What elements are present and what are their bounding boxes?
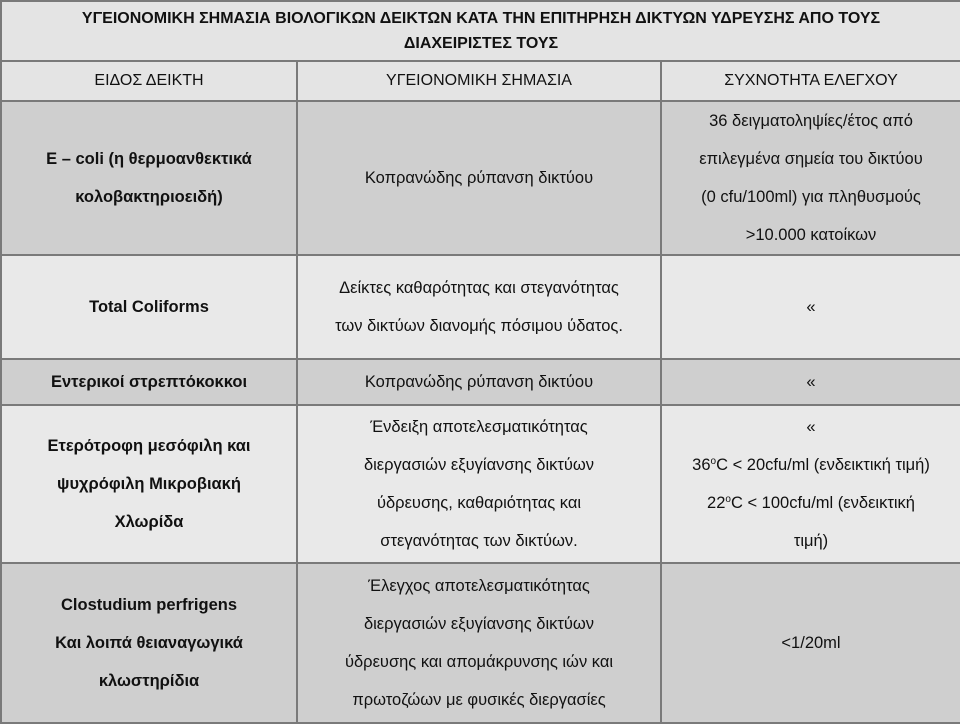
cell-line: Κοπρανώδης ρύπανση δικτύου xyxy=(364,373,594,391)
cell-line: πρωτοζώων με φυσικές διεργασίες xyxy=(352,691,606,709)
significance-cell xyxy=(297,101,661,255)
table-row xyxy=(1,563,960,723)
table-row xyxy=(1,359,960,405)
header-indicator-type: ΕΙΔΟΣ ΔΕΙΚΤΗ xyxy=(1,61,297,101)
frequency-cell xyxy=(661,101,960,255)
cell-line: Δείκτες καθαρότητας και στεγανότητας xyxy=(339,279,619,297)
cell-line: >10.000 κατοίκων xyxy=(745,226,877,244)
frequency-cell xyxy=(661,563,960,723)
header-health-significance: ΥΓΕΙΟΝΟΜΙΚΗ ΣΗΜΑΣΙΑ xyxy=(297,61,661,101)
cell-line: διεργασιών εξυγίανσης δικτύων xyxy=(363,615,595,633)
cell-line: Clostudium perfrigens xyxy=(60,596,237,614)
header-check-frequency: ΣΥΧΝΟΤΗΤΑ ΕΛΕΓΧΟΥ xyxy=(661,61,960,101)
title-line-1: ΥΓΕΙΟΝΟΜΙΚΗ ΣΗΜΑΣΙΑ ΒΙΟΛΟΓΙΚΩΝ ΔΕΙΚΤΩΝ ΚΑΤΑ ΤΗΝ ΕΠΙΤΗΡΗΣΗ ΔΙΚΤΥΩΝ ΥΔΡΕΥΣΗΣ ΑΠΟ ΤΟΥΣ xyxy=(81,10,881,27)
degree-mark: o xyxy=(725,494,731,505)
temp-value: 36 xyxy=(692,456,711,474)
cell-line: Ένδειξη αποτελεσματικότητας xyxy=(370,418,588,436)
cell-line: E – coli (η θερμοανθεκτικά xyxy=(46,150,252,168)
cell-line: των δικτύων διανομής πόσιμου ύδατος. xyxy=(335,317,623,335)
significance-cell xyxy=(297,563,661,723)
cell-line: ψυχρόφιλη Μικροβιακή xyxy=(57,475,241,493)
cell-line xyxy=(668,484,954,522)
cell-line: Total Coliforms xyxy=(89,298,209,316)
table-title xyxy=(1,1,960,61)
indicator-cell xyxy=(1,359,297,405)
temp-text: C < 100cfu/ml (ενδεικτική xyxy=(730,494,915,512)
temp-text: C < 20cfu/ml (ενδεικτική τιμή) xyxy=(716,456,930,474)
cell-line: ύδρευσης, καθαριότητας και xyxy=(376,494,582,512)
title-line-2: ΔΙΑΧΕΙΡΙΣΤΕΣ ΤΟΥΣ xyxy=(403,35,559,52)
table-row xyxy=(1,255,960,359)
frequency-cell xyxy=(661,255,960,359)
cell-line: « xyxy=(806,418,816,436)
significance-cell xyxy=(297,405,661,563)
cell-line: (0 cfu/100ml) για πληθυσμούς xyxy=(701,188,921,206)
table-row xyxy=(1,101,960,255)
cell-line: Εντερικοί στρεπτόκοκκοι xyxy=(50,373,248,391)
indicator-cell xyxy=(1,563,297,723)
cell-line: « xyxy=(806,298,816,316)
cell-line: Έλεγχος αποτελεσματικότητας xyxy=(368,577,590,595)
header-row xyxy=(1,61,960,101)
cell-line: στεγανότητας των δικτύων. xyxy=(380,532,578,550)
cell-line: ύδρευσης και απομάκρυνσης ιών και xyxy=(344,653,614,671)
title-row xyxy=(1,1,960,61)
cell-line: κλωστηρίδια xyxy=(98,672,200,690)
temp-value: 22 xyxy=(707,494,726,512)
cell-line: <1/20ml xyxy=(781,634,841,652)
cell-line: 36 δειγματοληψίες/έτος από xyxy=(709,112,913,130)
cell-line: Χλωρίδα xyxy=(114,513,184,531)
significance-cell xyxy=(297,255,661,359)
cell-line: « xyxy=(806,373,816,391)
cell-line: κολοβακτηριοειδή) xyxy=(75,188,223,206)
cell-line xyxy=(668,446,954,484)
indicator-cell xyxy=(1,405,297,563)
indicator-cell xyxy=(1,255,297,359)
frequency-cell xyxy=(661,405,960,563)
indicator-cell xyxy=(1,101,297,255)
cell-line: επιλεγμένα σημεία του δικτύου xyxy=(699,150,923,168)
cell-line: τιμή) xyxy=(793,532,829,550)
significance-cell xyxy=(297,359,661,405)
frequency-cell xyxy=(661,359,960,405)
cell-line: διεργασιών εξυγίανσης δικτύων xyxy=(363,456,595,474)
cell-line: Ετερότροφη μεσόφιλη και xyxy=(47,437,251,455)
table-row xyxy=(1,405,960,563)
cell-line: Και λοιπά θειαναγωγικά xyxy=(55,634,243,652)
degree-mark: o xyxy=(710,456,717,467)
cell-line: Κοπρανώδης ρύπανση δικτύου xyxy=(364,169,594,187)
